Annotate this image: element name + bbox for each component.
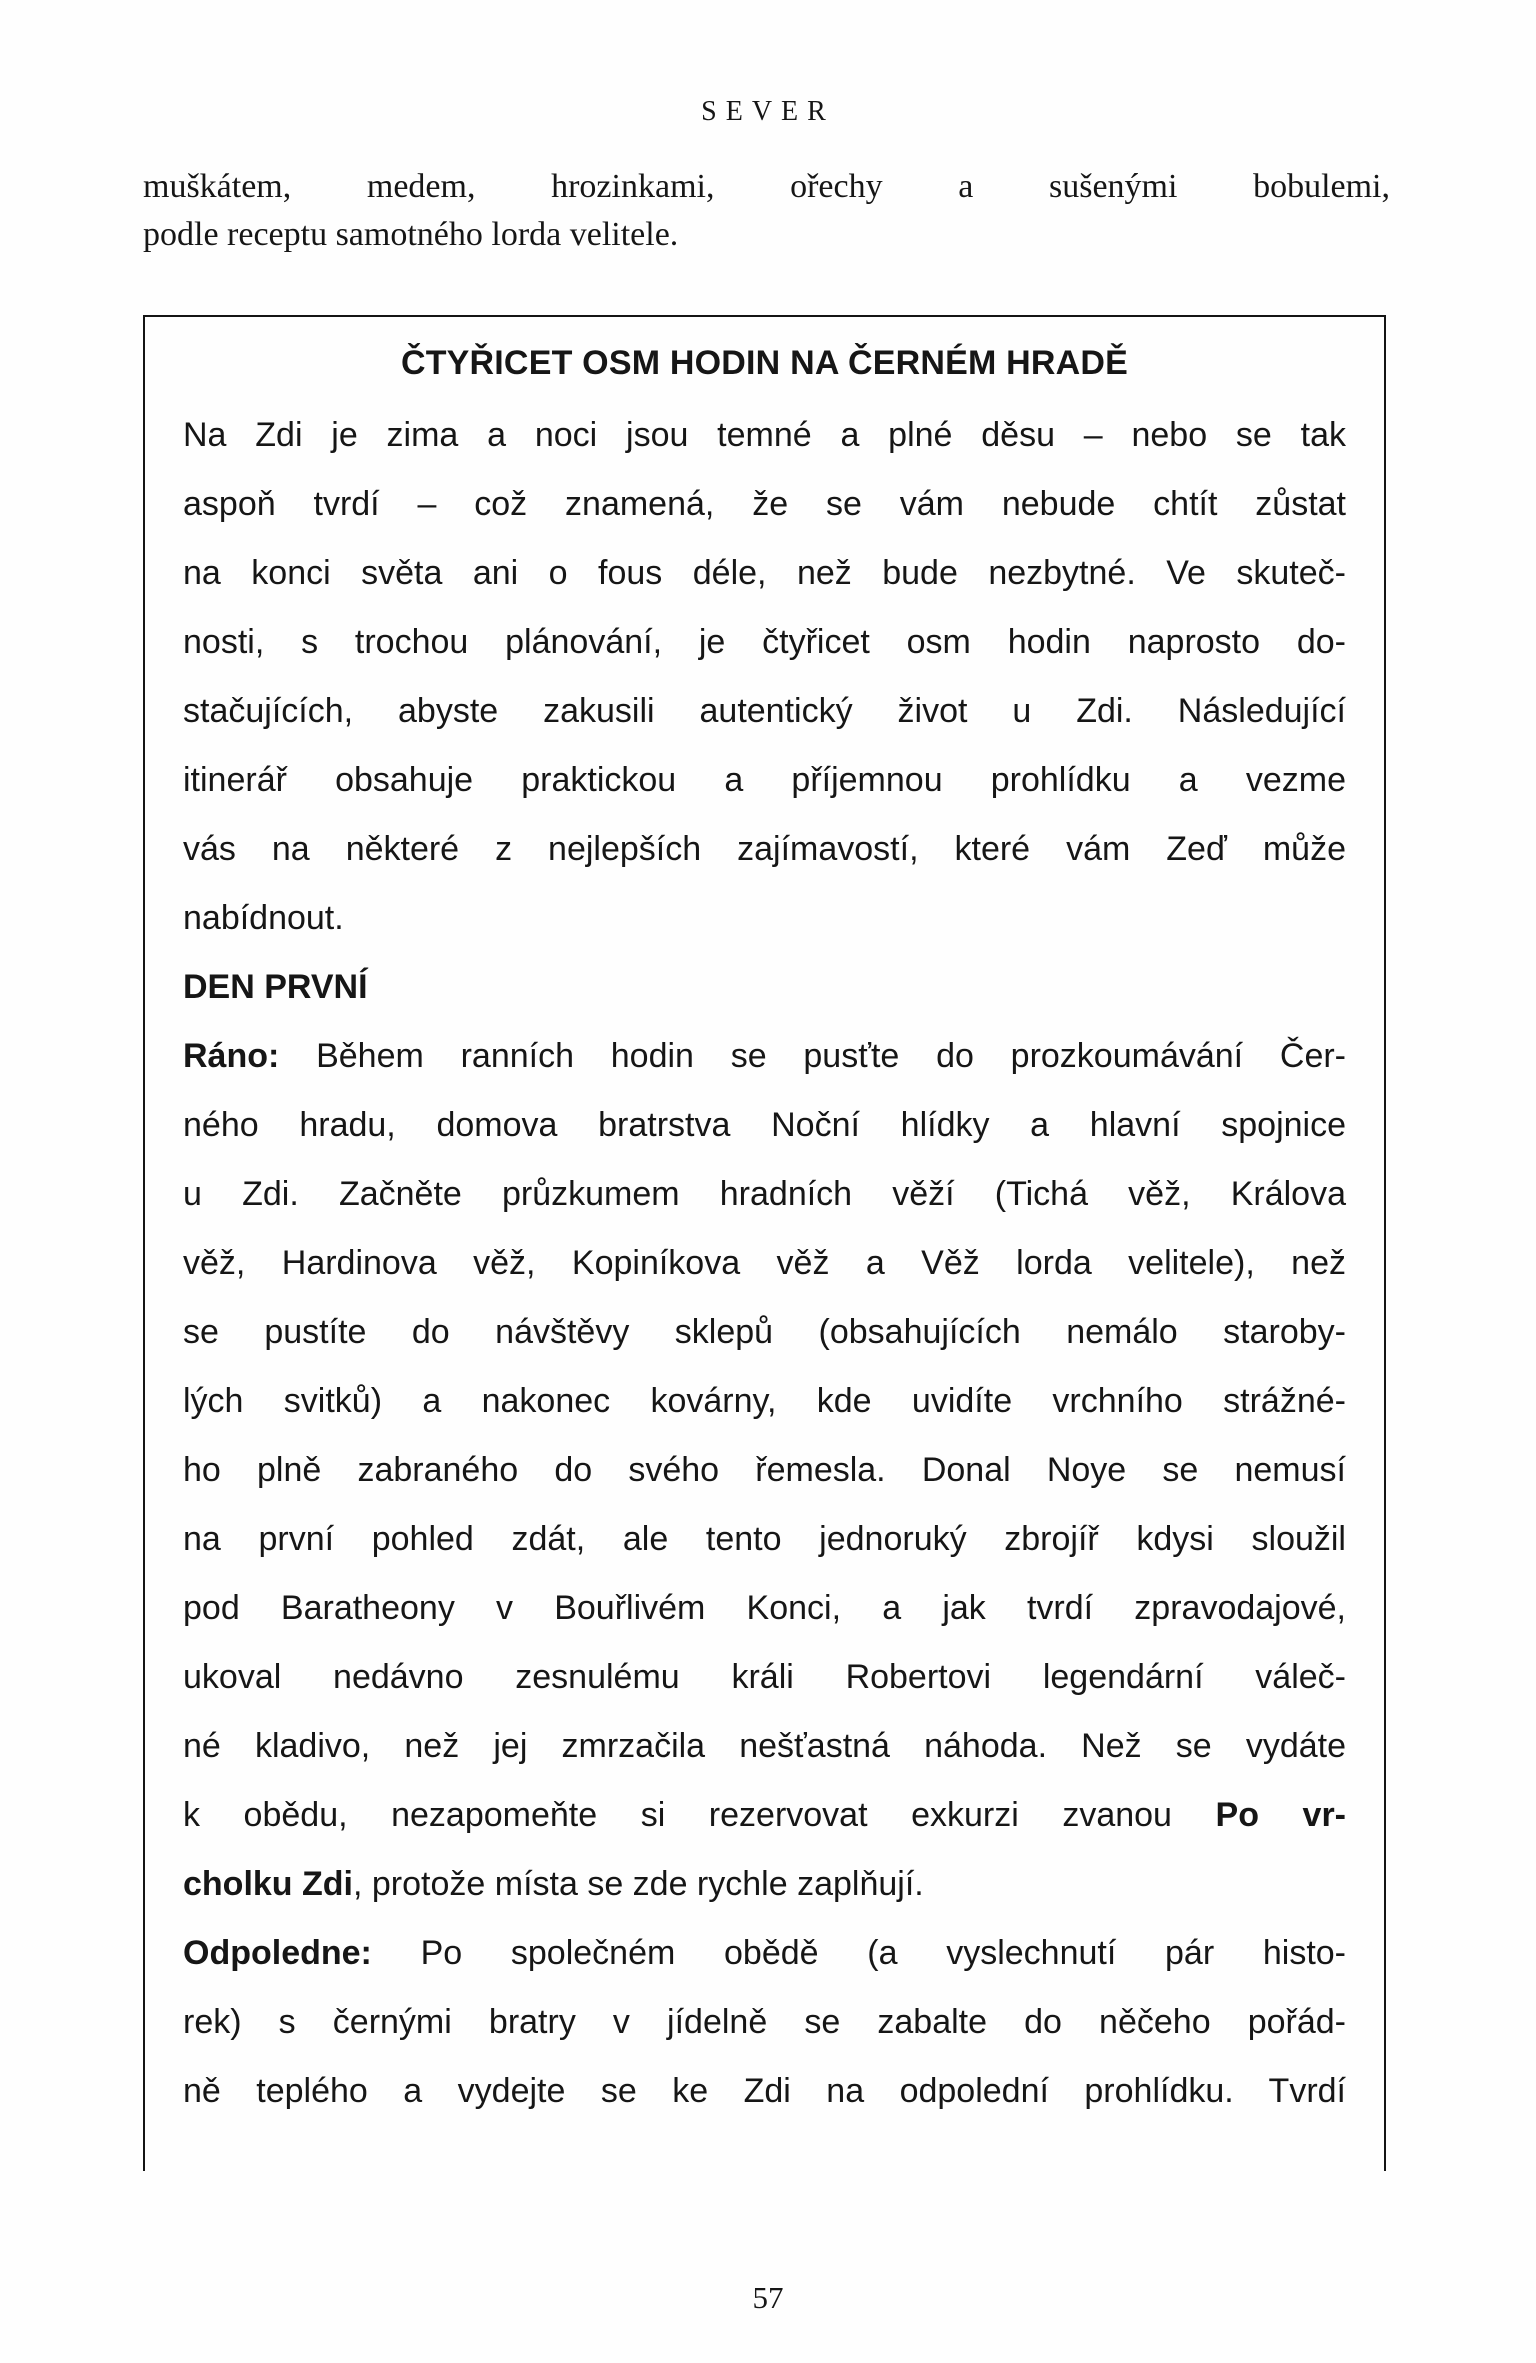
text-run: nabídnout.: [183, 899, 344, 937]
text-line: [183, 953, 1346, 1022]
text-run: k obědu, nezapomeňte si rezervovat exkurzi zvanou: [183, 1796, 1216, 1834]
text-run: na konci světa ani o fous déle, než bude nezbytné. Ve skuteč-: [183, 554, 1346, 592]
text-line: [183, 1229, 1346, 1298]
text-run: rek) s černými bratry v jídelně se zabalte do něčeho pořád-: [183, 2003, 1346, 2041]
text-line: [143, 163, 1390, 211]
text-run: aspoň tvrdí – což znamená, že se vám nebude chtít zůstat: [183, 485, 1346, 523]
text-run: lých svitků) a nakonec kovárny, kde uvidíte vrchního strážné-: [183, 1382, 1346, 1420]
text-line: [183, 677, 1346, 746]
text-line: [183, 1022, 1346, 1091]
text-line: [183, 470, 1346, 539]
text-line: [183, 1643, 1346, 1712]
text-run: podle receptu samotného lorda velitele.: [143, 216, 679, 253]
text-line: [183, 1505, 1346, 1574]
text-line: [183, 1919, 1346, 1988]
box-body: [183, 401, 1346, 2126]
text-line: [183, 746, 1346, 815]
text-line: [183, 1298, 1346, 1367]
text-line: [183, 608, 1346, 677]
text-run: ho plně zabraného do svého řemesla. Donal Noye se nemusí: [183, 1451, 1346, 1489]
text-line: [183, 2057, 1346, 2126]
text-run: stačujících, abyste zakusili autentický život u Zdi. Následující: [183, 692, 1346, 730]
text-line: [183, 1574, 1346, 1643]
text-line: [183, 1091, 1346, 1160]
text-line: [183, 1781, 1346, 1850]
bold-text-run: DEN PRVNÍ: [183, 968, 368, 1006]
bold-text-run: Po vr-: [1215, 1796, 1346, 1834]
running-head: SEVER: [701, 96, 835, 127]
text-run: ně teplého a vydejte se ke Zdi na odpolední prohlídku. Tvrdí: [183, 2072, 1346, 2110]
text-line: [183, 1367, 1346, 1436]
text-line: [183, 539, 1346, 608]
text-run: Během ranních hodin se pusťte do prozkoumávání Čer-: [279, 1037, 1346, 1075]
text-run: ného hradu, domova bratrstva Noční hlídky a hlavní spojnice: [183, 1106, 1346, 1144]
text-line: [183, 1436, 1346, 1505]
bold-text-run: Odpoledne:: [183, 1934, 372, 1972]
text-run: se pustíte do návštěvy sklepů (obsahujících nemálo staroby-: [183, 1313, 1346, 1351]
page-number: 57: [752, 2280, 784, 2315]
text-line: [183, 815, 1346, 884]
text-run: u Zdi. Začněte průzkumem hradních věží (Tichá věž, Králova: [183, 1175, 1346, 1213]
text-run: Na Zdi je zima a noci jsou temné a plné děsu – nebo se tak: [183, 416, 1346, 454]
text-line: [183, 1988, 1346, 2057]
text-run: itinerář obsahuje praktickou a příjemnou prohlídku a vezme: [183, 761, 1346, 799]
text-line: [183, 1712, 1346, 1781]
text-run: na první pohled zdát, ale tento jednoruký zbrojíř kdysi sloužil: [183, 1520, 1346, 1558]
itinerary-box: [143, 315, 1386, 2171]
text-line: [183, 401, 1346, 470]
text-run: né kladivo, než jej zmrzačila nešťastná náhoda. Než se vydáte: [183, 1727, 1346, 1765]
text-run: pod Baratheony v Bouřlivém Konci, a jak tvrdí zpravodajové,: [183, 1589, 1346, 1627]
text-run: vás na některé z nejlepších zajímavostí, které vám Zeď může: [183, 830, 1346, 868]
text-run: nosti, s trochou plánování, je čtyřicet osm hodin naprosto do-: [183, 623, 1346, 661]
text-line: [183, 884, 1346, 953]
box-title: ČTYŘICET OSM HODIN NA ČERNÉM HRADĚ: [400, 344, 1129, 382]
bold-text-run: Ráno:: [183, 1037, 280, 1075]
text-line: [183, 1850, 1346, 1919]
text-line: [143, 211, 1390, 259]
text-run: věž, Hardinova věž, Kopiníkova věž a Věž lorda velitele), než: [183, 1244, 1346, 1282]
text-run: ukoval nedávno zesnulému králi Robertovi legendární váleč-: [183, 1658, 1346, 1696]
text-run: muškátem, medem, hrozinkami, ořechy a sušenými bobulemi,: [143, 168, 1390, 205]
bold-text-run: cholku Zdi: [183, 1865, 353, 1903]
text-run: , protože místa se zde rychle zaplňují.: [353, 1865, 924, 1903]
text-line: [183, 1160, 1346, 1229]
intro-paragraph: [143, 163, 1390, 259]
text-run: Po společném obědě (a vyslechnutí pár histo-: [371, 1934, 1346, 1972]
